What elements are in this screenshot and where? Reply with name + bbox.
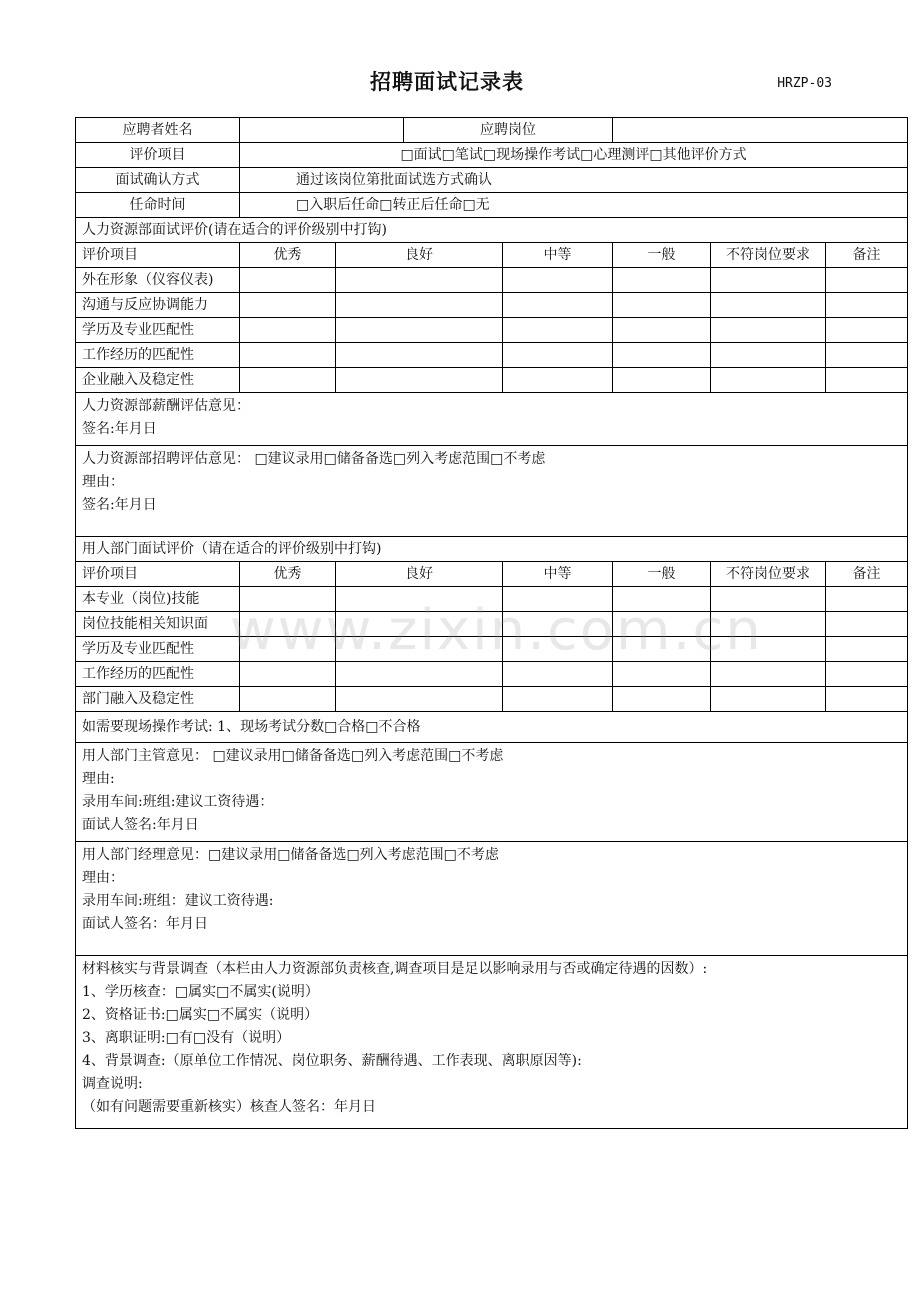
table-row [76,637,908,662]
rating-cell[interactable] [711,612,826,637]
rating-cell[interactable] [613,637,711,662]
rating-cell[interactable] [240,318,336,343]
supervisor-reason: 理由: [82,771,115,787]
watermark: www.zixin.com.cn [230,598,763,663]
rating-cell[interactable] [240,637,336,662]
remark-cell[interactable] [826,318,908,343]
rating-cell[interactable] [711,587,826,612]
hr-recruit-options: 人力资源部招聘评估意见： □建议录用□储备备选□列入考虑范围□不考虑 [82,451,546,467]
rating-cell[interactable] [503,318,613,343]
rating-cell[interactable] [503,662,613,687]
rating-cell[interactable] [503,612,613,637]
supervisor-signature: 面试人签名:年月日 [82,817,199,833]
hr-recruit-signature: 签名:年月日 [82,497,157,513]
rating-cell[interactable] [503,687,613,712]
rating-cell[interactable] [711,662,826,687]
rating-cell[interactable] [613,368,711,393]
rating-cell[interactable] [336,587,503,612]
rating-cell[interactable] [240,687,336,712]
rating-cell[interactable] [503,587,613,612]
rating-cell[interactable] [336,318,503,343]
supervisor-options: 用人部门主管意见： □建议录用□储备备选□列入考虑范围□不考虑 [82,748,504,764]
rating-cell[interactable] [336,662,503,687]
dept-eval-col-unfit: 不符岗位要求 [711,562,826,587]
verifier-signature: （如有问题需要重新核实）核查人签名：年月日 [82,1099,376,1115]
hr-eval-row-label: 企业融入及稳定性 [76,368,240,393]
rating-cell[interactable] [336,637,503,662]
manager-options: 用人部门经理意见：□建议录用□储备备选□列入考虑范围□不考虑 [82,847,499,863]
rating-cell[interactable] [240,368,336,393]
rating-cell[interactable] [613,587,711,612]
dept-eval-col-good: 良好 [336,562,503,587]
rating-cell[interactable] [711,637,826,662]
dept-eval-title: 用人部门面试评价（请在适合的评价级别中打钩) [76,537,908,562]
hr-recruit-section[interactable] [76,446,908,537]
rating-cell[interactable] [240,268,336,293]
rating-cell[interactable] [336,293,503,318]
manager-signature: 面试人签名：年月日 [82,916,208,932]
hr-eval-title: 人力资源部面试评价(请在适合的评价级别中打钩) [76,218,908,243]
background-title: 材料核实与背景调查（本栏由人力资源部负责核查,调查项目是足以影响录用与否或确定待遇的因数）: [82,961,708,977]
rating-cell[interactable] [711,687,826,712]
hr-eval-row-label: 外在形象（仪容仪表) [76,268,240,293]
rating-cell[interactable] [503,343,613,368]
hr-salary-label: 人力资源部薪酬评估意见： [82,398,250,414]
rating-cell[interactable] [711,268,826,293]
hr-salary-signature: 签名:年月日 [82,421,157,437]
remark-cell[interactable] [826,637,908,662]
remark-cell[interactable] [826,687,908,712]
position-label: 应聘岗位 [404,118,613,143]
onsite-exam[interactable]: 如需要现场操作考试: 1、现场考试分数□合格□不合格 [76,712,908,743]
table-row [76,343,908,368]
dept-eval-row-label: 工作经历的匹配性 [76,662,240,687]
rating-cell[interactable] [336,612,503,637]
table-row [76,293,908,318]
hr-salary-section[interactable] [76,393,908,446]
hr-eval-col-excellent: 优秀 [240,243,336,268]
dept-eval-col-fair: 一般 [613,562,711,587]
rating-cell[interactable] [613,612,711,637]
dept-eval-row-label: 本专业（岗位)技能 [76,587,240,612]
remark-cell[interactable] [826,662,908,687]
education-check: 1、学历核查：□属实□不属实(说明） [82,984,319,1000]
manager-workshop: 录用车间:班组：建议工资待遇: [82,893,274,909]
table-row [76,318,908,343]
dept-eval-row-label: 岗位技能相关知识面 [76,612,240,637]
form-title: 招聘面试记录表 [370,70,524,94]
rating-cell[interactable] [503,268,613,293]
dept-eval-row-label: 部门融入及稳定性 [76,687,240,712]
confirm-method-label: 面试确认方式 [76,168,240,193]
interview-record-table [75,117,908,1129]
dept-eval-col-item: 评价项目 [76,562,240,587]
hr-eval-col-good: 良好 [336,243,503,268]
hr-eval-row-label: 工作经历的匹配性 [76,343,240,368]
hr-eval-col-item: 评价项目 [76,243,240,268]
rating-cell[interactable] [240,587,336,612]
confirm-method-value[interactable]: 通过该岗位第批面试选方式确认 [240,168,908,193]
rating-cell[interactable] [613,687,711,712]
hr-eval-row-label: 学历及专业匹配性 [76,318,240,343]
table-row [76,587,908,612]
rating-cell[interactable] [503,368,613,393]
rating-cell[interactable] [711,293,826,318]
table-row [76,368,908,393]
table-row [76,662,908,687]
rating-cell[interactable] [240,343,336,368]
hr-eval-col-fair: 一般 [613,243,711,268]
table-row [76,687,908,712]
supervisor-section[interactable] [76,743,908,842]
rating-cell[interactable] [613,343,711,368]
rating-cell[interactable] [613,318,711,343]
remark-cell[interactable] [826,343,908,368]
hr-recruit-reason: 理由： [82,474,124,490]
hr-eval-row-label: 沟通与反应协调能力 [76,293,240,318]
appoint-time-options[interactable]: □入职后任命□转正后任命□无 [240,193,908,218]
remark-cell[interactable] [826,293,908,318]
rating-cell[interactable] [336,687,503,712]
remark-cell[interactable] [826,587,908,612]
table-row [76,612,908,637]
hr-eval-col-unfit: 不符岗位要求 [711,243,826,268]
form-code: HRZP-03 [777,76,832,91]
remark-cell[interactable] [826,612,908,637]
hr-eval-col-average: 中等 [503,243,613,268]
dept-eval-col-remark: 备注 [826,562,908,587]
background-check-section[interactable] [76,956,908,1129]
table-row [76,268,908,293]
rating-cell[interactable] [711,368,826,393]
rating-cell[interactable] [336,368,503,393]
eval-items-label: 评价项目 [76,143,240,168]
rating-cell[interactable] [711,318,826,343]
rating-cell[interactable] [503,293,613,318]
supervisor-workshop: 录用车间:班组:建议工资待遇： [82,794,274,810]
appoint-time-label: 任命时间 [76,193,240,218]
rating-cell[interactable] [711,343,826,368]
remark-cell[interactable] [826,368,908,393]
eval-items-options[interactable]: □面试□笔试□现场操作考试□心理测评□其他评价方式 [240,143,908,168]
background-survey: 4、背景调查:（原单位工作情况、岗位职务、薪酬待遇、工作表现、离职原因等): [82,1053,582,1069]
survey-notes: 调查说明: [82,1076,143,1092]
dept-eval-row-label: 学历及专业匹配性 [76,637,240,662]
dept-eval-col-average: 中等 [503,562,613,587]
rating-cell[interactable] [336,343,503,368]
name-input[interactable] [240,118,404,143]
rating-cell[interactable] [613,268,711,293]
position-input[interactable] [613,118,908,143]
manager-reason: 理由： [82,870,124,886]
rating-cell[interactable] [240,612,336,637]
rating-cell[interactable] [336,268,503,293]
rating-cell[interactable] [503,637,613,662]
certificate-check: 2、资格证书:□属实□不属实（说明） [82,1007,319,1023]
manager-section[interactable] [76,842,908,956]
resignation-check: 3、离职证明:□有□没有（说明） [82,1030,291,1046]
hr-eval-col-remark: 备注 [826,243,908,268]
rating-cell[interactable] [240,662,336,687]
name-label: 应聘者姓名 [76,118,240,143]
rating-cell[interactable] [613,293,711,318]
rating-cell[interactable] [613,662,711,687]
rating-cell[interactable] [240,293,336,318]
dept-eval-col-excellent: 优秀 [240,562,336,587]
remark-cell[interactable] [826,268,908,293]
